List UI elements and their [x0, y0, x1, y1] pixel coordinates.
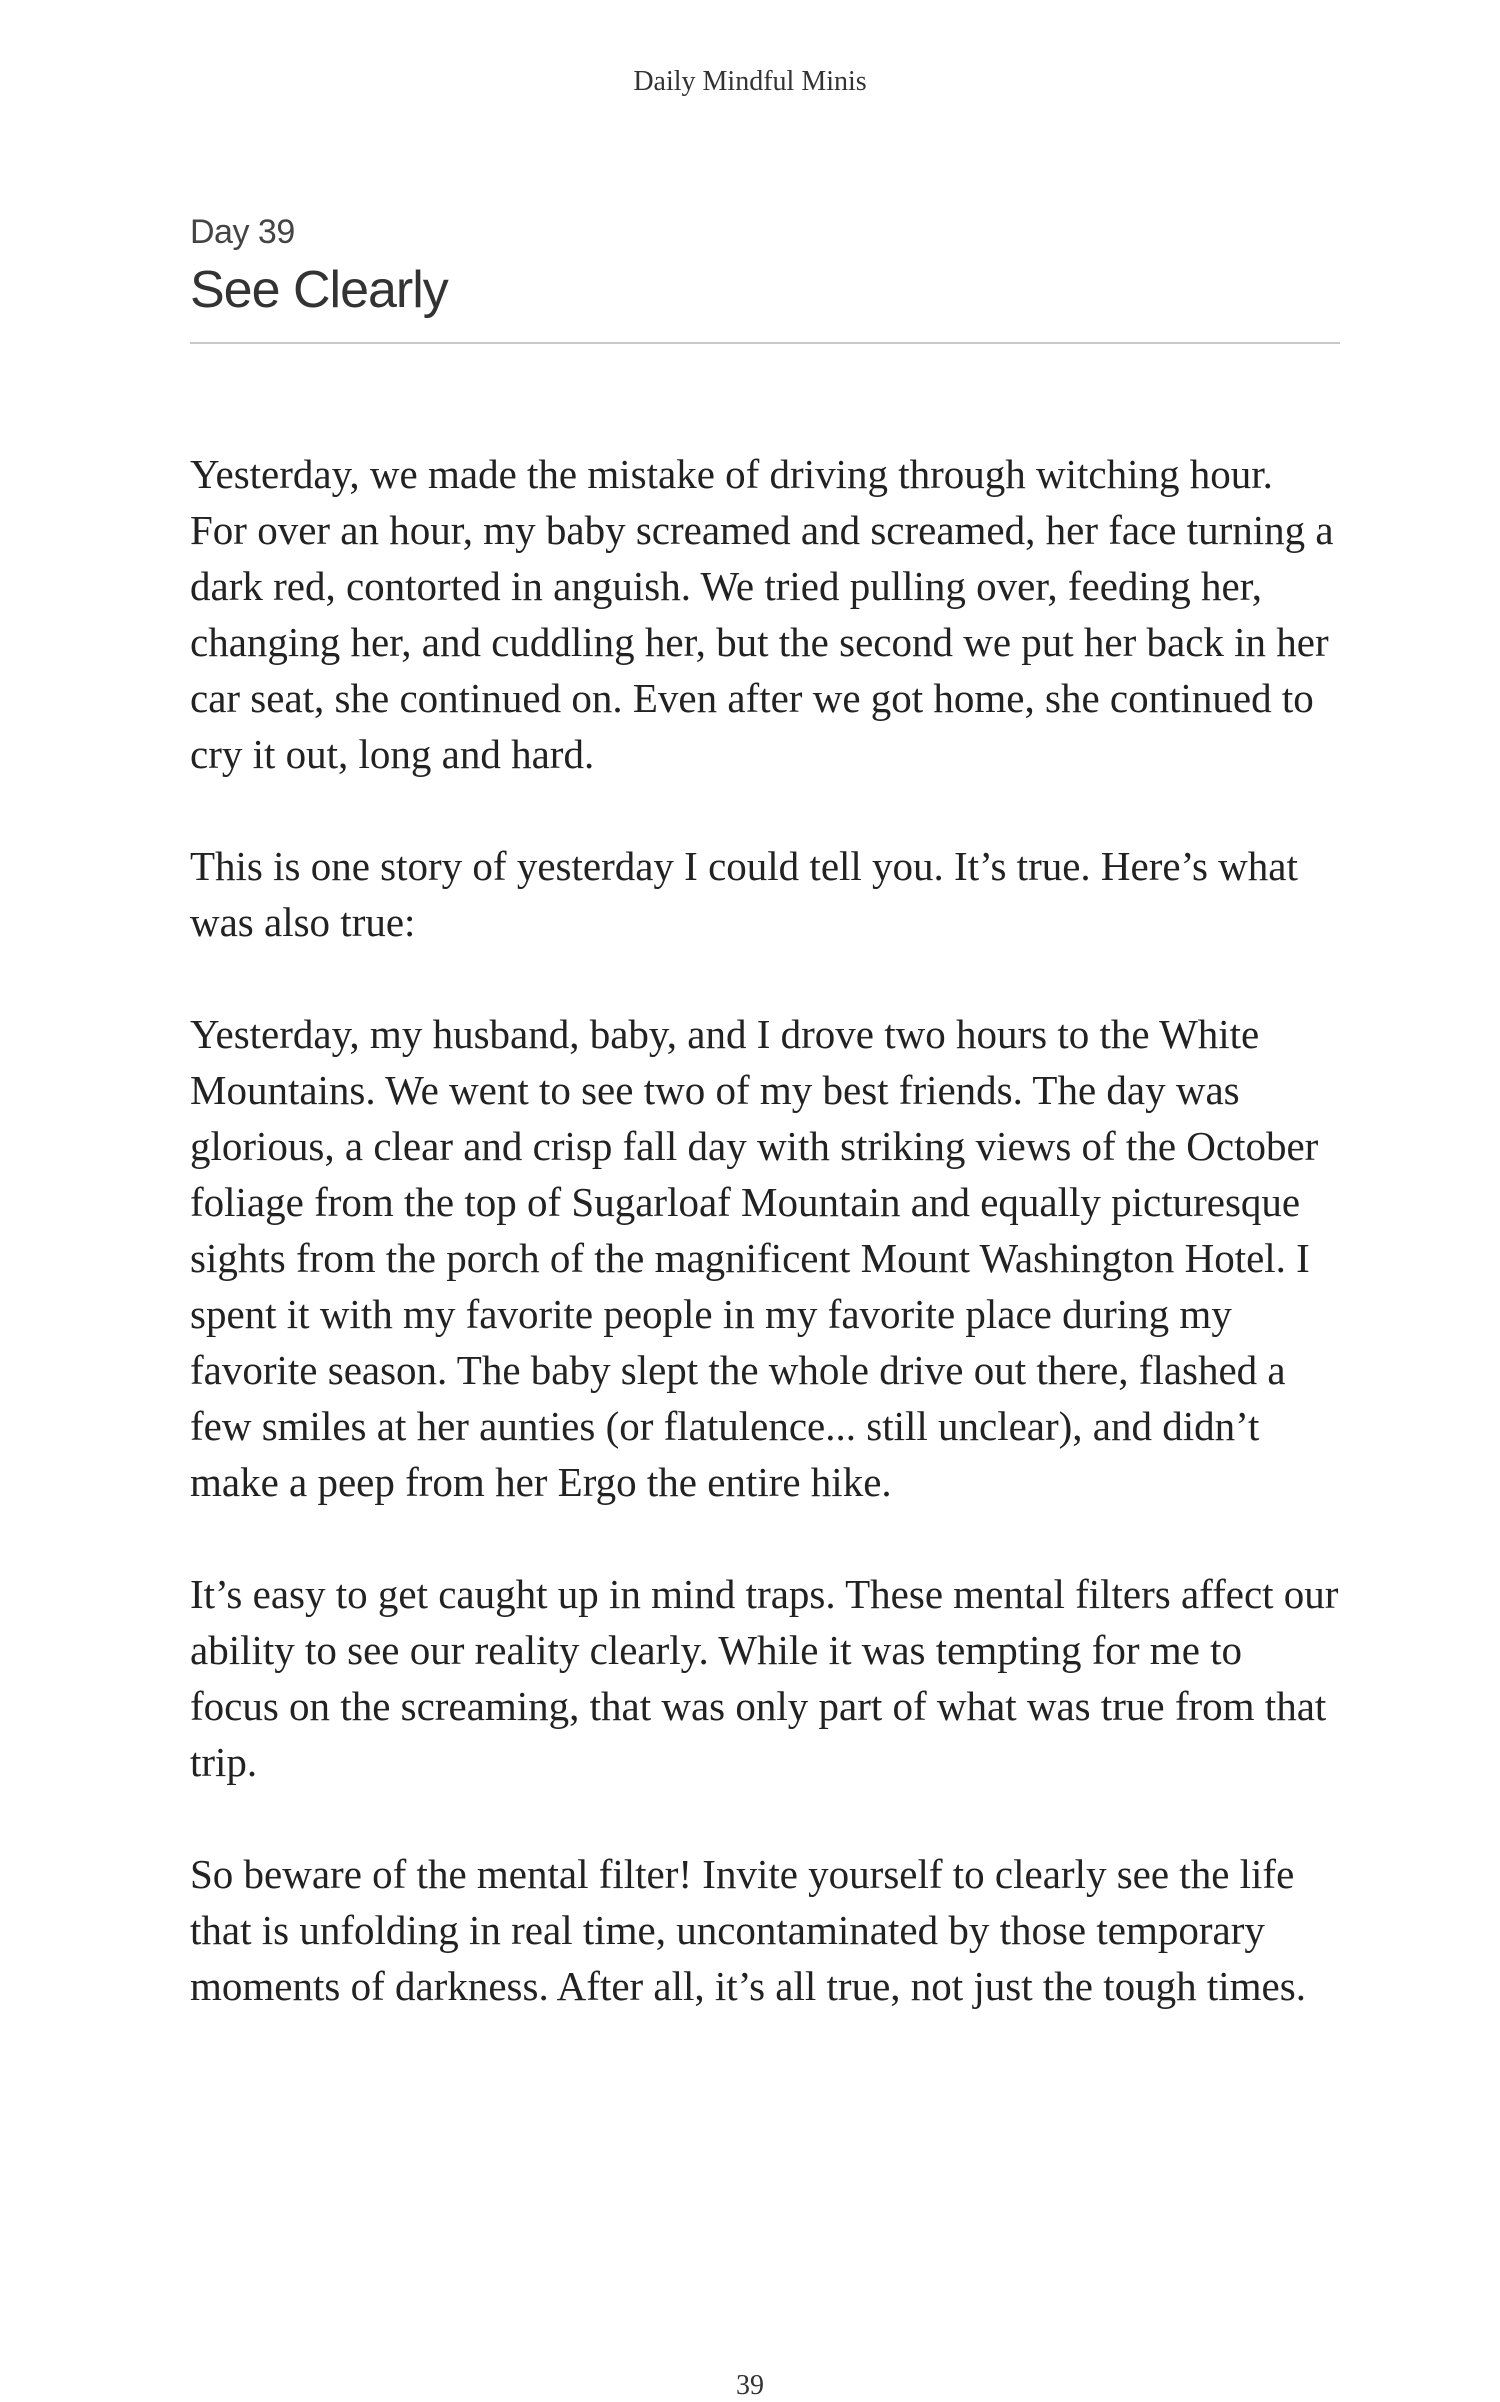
- body-text: [190, 446, 1340, 2070]
- page-number: 39: [736, 2370, 764, 2401]
- chapter-title: See Clearly: [190, 261, 448, 319]
- paragraph: So beware of the mental filter! Invite yourself to clearly see the life that is unfolding in real time, uncontaminated by those temporary moments of darkness. After all, it’s all true, not just the tough times.: [190, 1851, 1306, 2009]
- chapter-header: [190, 208, 1340, 322]
- paragraph: This is one story of yesterday I could tell you. It’s true. Here’s what was also true:: [190, 843, 1298, 945]
- running-head: Daily Mindful Minis: [633, 66, 867, 97]
- paragraph: Yesterday, my husband, baby, and I drove two hours to the White Mountains. We went to see two of my best friends. The day was glorious, a clear and crisp fall day with striking views of the October foliage from the top of Sugarloaf Mountain and equally picturesque sights from the porch of the magnificent Mount Washington Hotel. I spent it with my favorite people in my favorite place during my favorite season. The baby slept the whole drive out there, flashed a few smiles at her aunties (or flatulence... still unclear), and didn’t make a peep from her Ergo the entire hike.: [190, 1011, 1319, 1505]
- paragraph: It’s easy to get caught up in mind traps. These mental filters affect our ability to see our reality clearly. While it was tempting for me to focus on the screaming, that was only part of what was true from that trip.: [190, 1571, 1339, 1785]
- day-label: Day 39: [190, 213, 295, 251]
- title-divider: [190, 342, 1340, 344]
- paragraph: Yesterday, we made the mistake of driving through witching hour. For over an hour, my baby screamed and screamed, her face turning a dark red, contorted in anguish. We tried pulling over, feeding her, changing her, and cuddling her, but the second we put her back in her car seat, she continued on. Even after we got home, she continued to cry it out, long and hard.: [190, 451, 1334, 777]
